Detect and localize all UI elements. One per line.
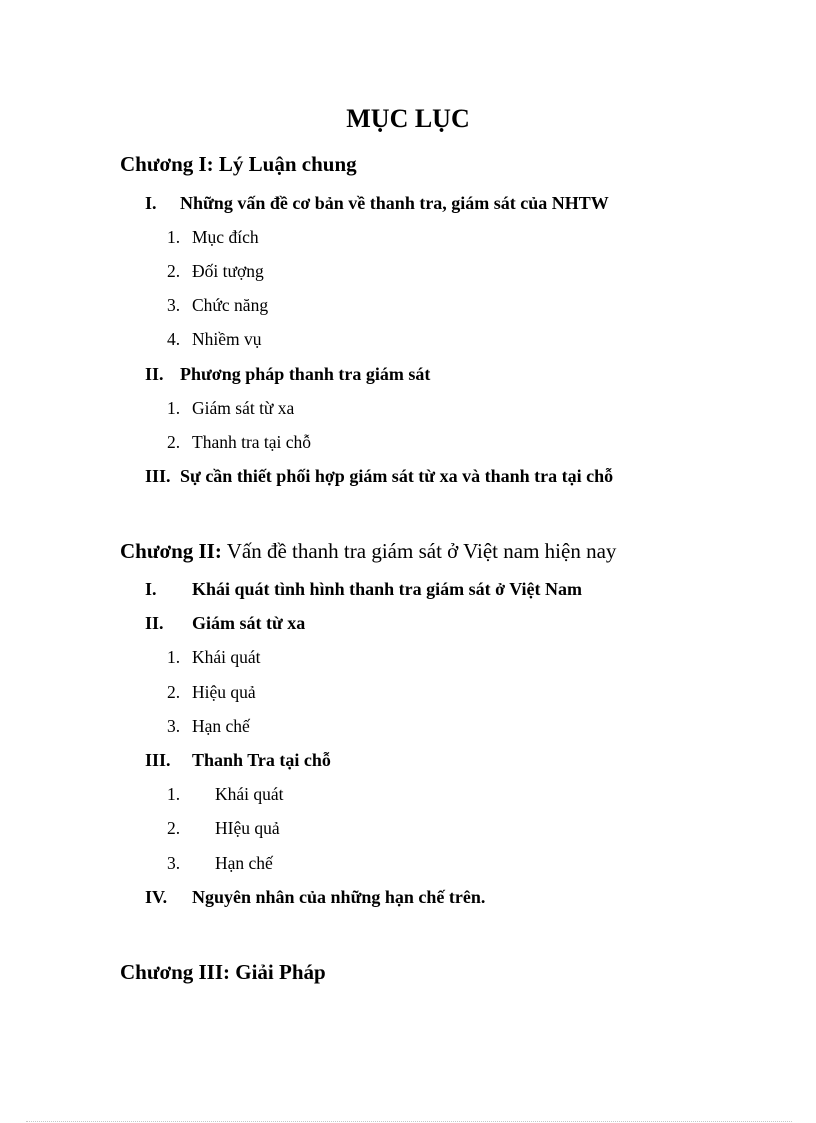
list-item (167, 784, 284, 805)
item-text: Đối tượng (192, 261, 264, 281)
item-text: Hạn chế (215, 853, 273, 873)
list-item (167, 329, 262, 350)
chapter-label: Chương III: (120, 960, 231, 984)
list-item (167, 227, 259, 248)
item-number: 3. (167, 853, 181, 873)
chapter-label: Chương I: (120, 152, 214, 176)
list-item (167, 398, 294, 419)
item-number: 2. (167, 261, 181, 281)
chapter-heading-3 (120, 960, 326, 985)
item-text: Hạn chế (192, 716, 250, 736)
item-number: 2. (167, 432, 181, 452)
section-number: III. (145, 466, 171, 486)
list-item (167, 432, 311, 453)
list-item (167, 261, 264, 282)
item-number: 4. (167, 329, 181, 349)
section-heading (145, 613, 305, 634)
chapter-title: Vấn đề thanh tra giám sát ở Việt nam hiện nay (226, 539, 617, 563)
section-title: Thanh Tra tại chỗ (192, 750, 331, 770)
section-heading (145, 364, 430, 385)
section-number: I. (145, 193, 157, 213)
section-title: Phương pháp thanh tra giám sát (180, 364, 431, 384)
item-number: 2. (167, 818, 181, 838)
list-item (167, 647, 261, 668)
section-title: Nguyên nhân của những hạn chế trên. (192, 887, 486, 907)
item-number: 2. (167, 682, 181, 702)
chapter-title: Lý Luận chung (218, 152, 357, 176)
section-number: III. (145, 750, 171, 770)
item-number: 1. (167, 398, 181, 418)
item-text: Khái quát (215, 784, 284, 804)
item-number: 3. (167, 295, 181, 315)
section-number: II. (145, 613, 164, 633)
item-number: 1. (167, 227, 181, 247)
section-heading (145, 750, 331, 771)
item-text: HIệu quả (215, 818, 280, 838)
section-number: I. (145, 579, 157, 599)
section-title: Khái quát tình hình thanh tra giám sát ở Việt Nam (192, 579, 583, 599)
item-text: Nhiềm vụ (192, 329, 262, 349)
item-number: 1. (167, 784, 181, 804)
list-item (167, 853, 273, 874)
section-heading (145, 579, 582, 600)
chapter-title: Giải Pháp (235, 960, 326, 984)
list-item (167, 716, 250, 737)
page-bottom-divider (26, 1121, 792, 1122)
chapter-label: Chương II: (120, 539, 222, 563)
item-text: Hiệu quả (192, 682, 256, 702)
list-item (167, 682, 256, 703)
item-number: 1. (167, 647, 181, 667)
item-text: Khái quát (192, 647, 261, 667)
section-title: Sự cần thiết phối hợp giám sát từ xa và thanh tra tại chỗ (180, 466, 614, 486)
chapter-heading-1 (120, 152, 357, 177)
list-item (167, 295, 268, 316)
item-number: 3. (167, 716, 181, 736)
item-text: Thanh tra tại chỗ (192, 432, 312, 452)
list-item (167, 818, 280, 839)
section-heading (145, 887, 485, 908)
section-number: IV. (145, 887, 168, 907)
page-title: MỤC LỤC (346, 104, 470, 133)
section-heading (145, 466, 613, 487)
chapter-heading-2 (120, 539, 616, 564)
section-title: Giám sát từ xa (192, 613, 306, 633)
section-heading (145, 193, 609, 214)
item-text: Giám sát từ xa (192, 398, 295, 418)
section-title: Những vấn đề cơ bản về thanh tra, giám sát của NHTW (180, 193, 609, 213)
section-number: II. (145, 364, 164, 384)
item-text: Mục đích (192, 227, 259, 247)
item-text: Chức năng (192, 295, 269, 315)
